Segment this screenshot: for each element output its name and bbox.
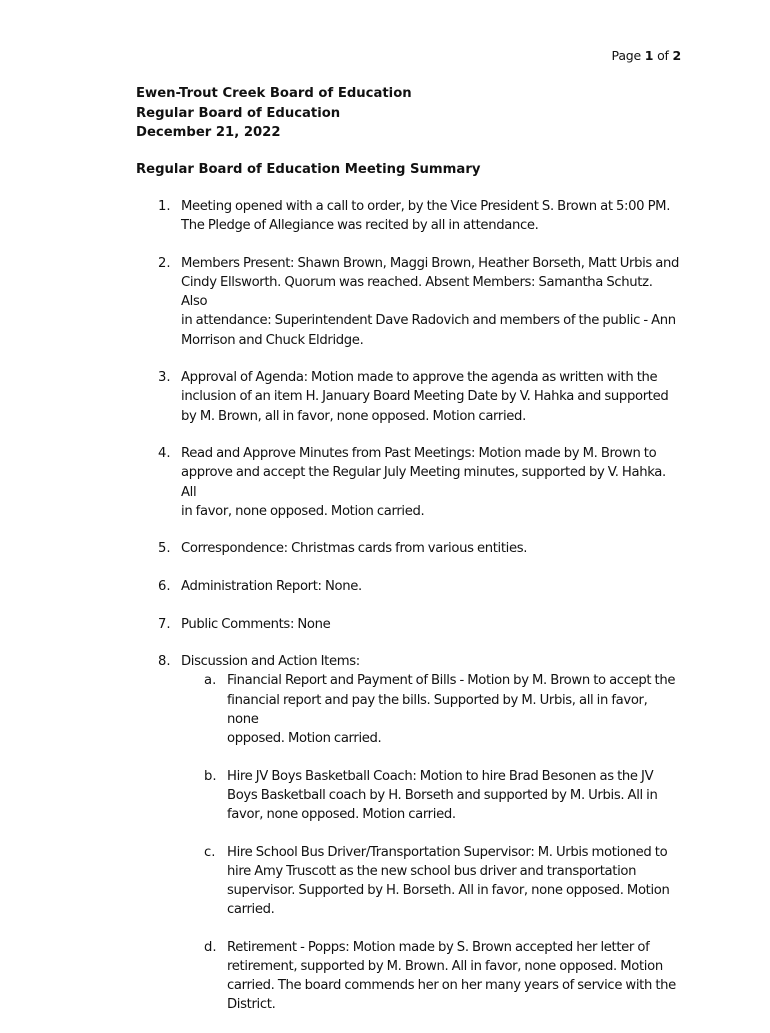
item-line: Approval of Agenda: Motion made to approve the agenda as written with the (181, 370, 658, 386)
item-line: in favor, none opposed. Motion carried. (181, 503, 425, 519)
agenda-list (136, 197, 681, 1033)
action-item-letter: d. (204, 939, 217, 955)
action-item-line: Hire School Bus Driver/Transportation Supervisor: M. Urbis motioned to (227, 844, 668, 860)
action-item-letter: c. (204, 844, 216, 860)
action-item-line: retirement, supported by M. Brown. All in favor, none opposed. Motion (227, 959, 663, 974)
item-line: Meeting opened with a call to order, by the Vice President S. Brown at 5:00 PM. (181, 199, 671, 214)
action-item-line: carried. (227, 902, 275, 918)
item-line: Public Comments: None (181, 616, 331, 632)
item-line: inclusion of an item H. January Board Meeting Date by V. Hahka and supported (181, 389, 669, 405)
action-item (181, 938, 681, 1015)
agenda-item (136, 444, 681, 521)
page-number-total: 2 (672, 48, 681, 63)
action-item-line: hire Amy Truscott as the new school bus driver and transportation (227, 863, 637, 879)
page-number (612, 48, 681, 63)
action-item-line: Retirement - Popps: Motion made by S. Brown accepted her letter of (227, 939, 650, 955)
item-line: in attendance: Superintendent Dave Radovich and members of the public - Ann (181, 313, 676, 329)
item-line: Read and Approve Minutes from Past Meetings: Motion made by M. Brown to (181, 446, 657, 462)
agenda-item (136, 615, 681, 634)
action-items-list (181, 671, 681, 1014)
item-line: Discussion and Action Items: (181, 654, 360, 670)
action-item-line: Hire JV Boys Basketball Coach: Motion to hire Brad Besonen as the JV (227, 768, 654, 784)
item-number: 1. (158, 199, 171, 214)
action-item-line: District. (227, 997, 276, 1013)
action-item-line: opposed. Motion carried. (227, 731, 382, 746)
agenda-item (136, 539, 681, 558)
document-header (136, 84, 412, 143)
item-line: Cindy Ellsworth. Quorum was reached. Absent Members: Samantha Schutz. Also (181, 275, 653, 310)
agenda-item (136, 577, 681, 596)
item-number: 6. (158, 579, 171, 594)
action-item-line: Boys Basketball coach by H. Borseth and supported by M. Urbis. All in (227, 787, 658, 803)
agenda-item (136, 197, 681, 235)
item-line: Correspondence: Christmas cards from various entities. (181, 541, 528, 557)
action-item-line: favor, none opposed. Motion carried. (227, 807, 456, 822)
item-number: 5. (158, 541, 171, 557)
page-number-current: 1 (644, 48, 654, 63)
action-item-line: supervisor. Supported by H. Borseth. All in favor, none opposed. Motion (227, 883, 670, 898)
board-name: Ewen-Trout Creek Board of Education (136, 86, 412, 101)
page-number-middle: of (653, 48, 673, 63)
action-item-line: Financial Report and Payment of Bills - Motion by M. Brown to accept the (227, 673, 676, 689)
item-line: Administration Report: None. (181, 579, 362, 594)
agenda-item (136, 652, 681, 1014)
item-number: 8. (158, 654, 171, 670)
agenda-item (136, 254, 681, 350)
item-number: 4. (158, 446, 171, 462)
item-line: by M. Brown, all in favor, none opposed. Motion carried. (181, 408, 526, 424)
item-line: Morrison and Chuck Eldridge. (181, 332, 364, 348)
meeting-type: Regular Board of Education (136, 105, 341, 121)
item-number: 7. (158, 616, 171, 632)
item-line: approve and accept the Regular July Meeting minutes, supported by V. Hahka. All (181, 465, 666, 500)
action-item (181, 843, 681, 920)
action-item-letter: a. (204, 673, 217, 689)
action-item-line: carried. The board commends her on her many years of service with the (227, 978, 676, 994)
item-line: Members Present: Shawn Brown, Maggi Brown, Heather Borseth, Matt Urbis and (181, 255, 680, 271)
action-item (181, 671, 681, 748)
agenda-item (136, 368, 681, 426)
item-number: 3. (158, 370, 171, 386)
summary-title: Regular Board of Education Meeting Summary (136, 162, 481, 177)
action-item-line: financial report and pay the bills. Supported by M. Urbis, all in favor, none (227, 692, 648, 727)
item-number: 2. (158, 255, 171, 271)
page-number-prefix: Page (611, 48, 645, 63)
item-line: The Pledge of Allegiance was recited by all in attendance. (181, 218, 539, 234)
action-item-letter: b. (204, 768, 217, 784)
meeting-date: December 21, 2022 (136, 125, 281, 140)
action-item (181, 767, 681, 825)
